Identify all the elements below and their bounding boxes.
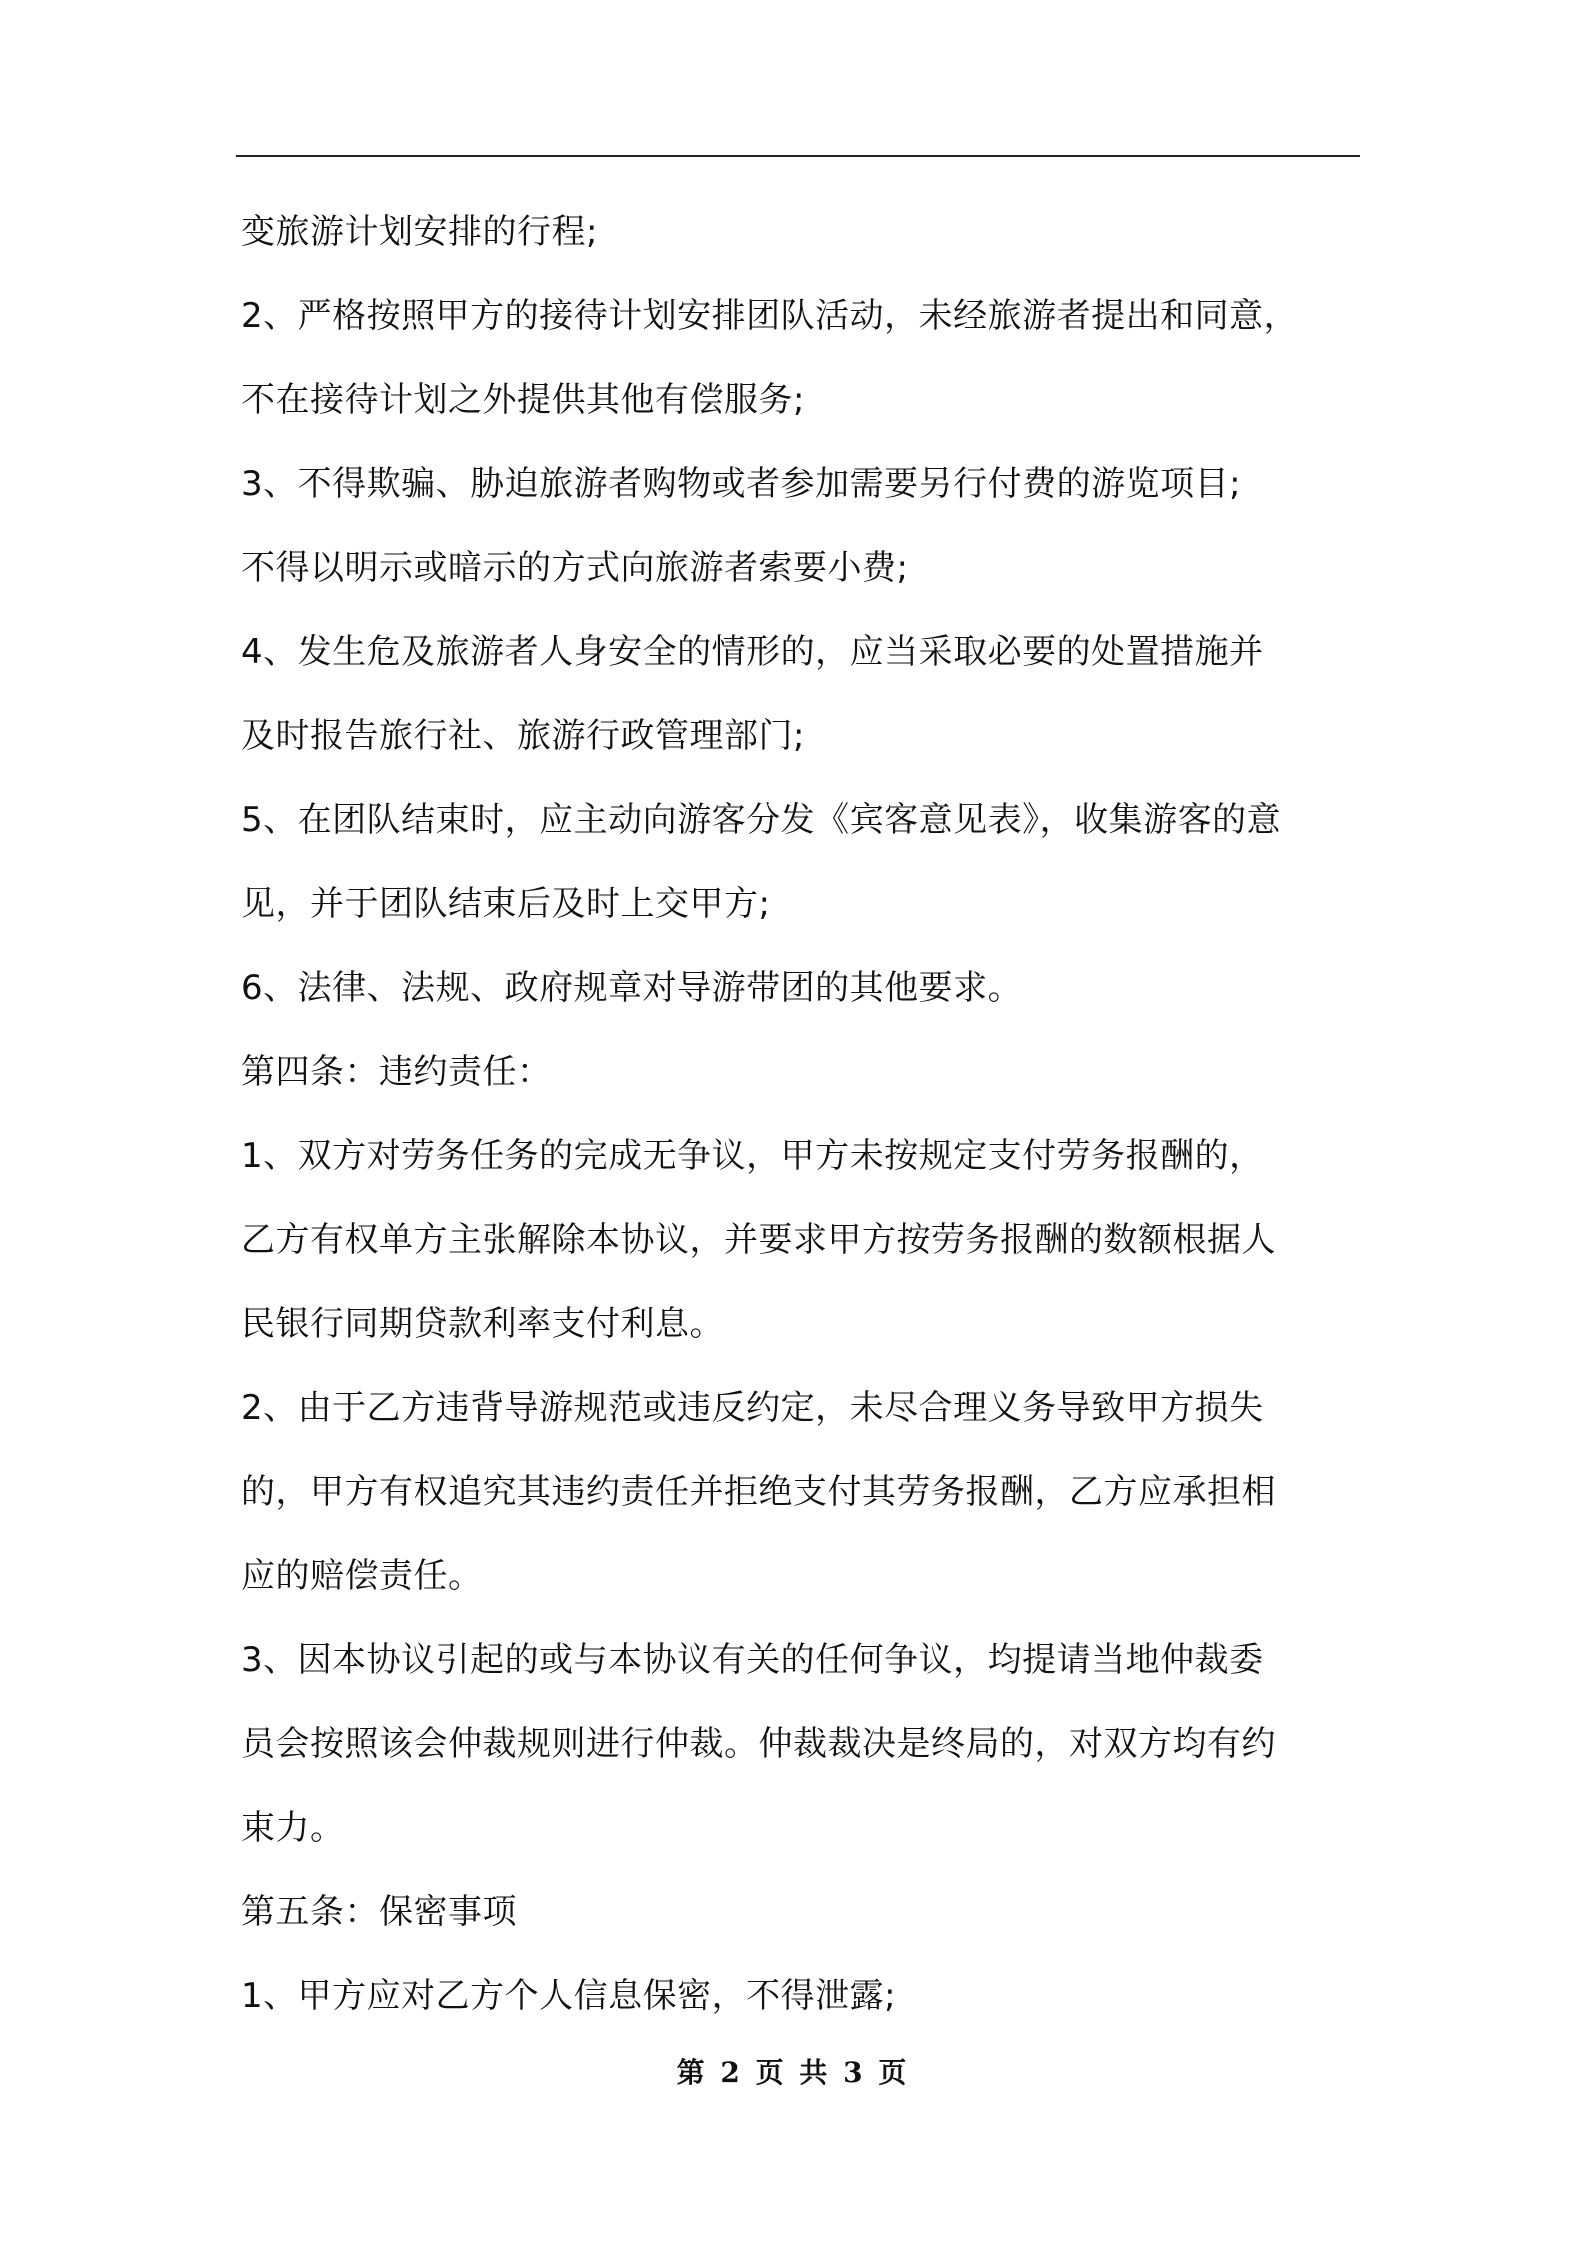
text-line: 6、法律、法规、政府规章对导游带团的其他要求。 bbox=[241, 968, 1023, 1008]
text-line: 应的赔偿责任。 bbox=[241, 1556, 483, 1596]
section-heading: 第五条：保密事项 bbox=[241, 1892, 517, 1932]
text-line: 1、双方对劳务任务的完成无争议，甲方未按规定支付劳务报酬的， bbox=[241, 1136, 1264, 1176]
text-line: 1、甲方应对乙方个人信息保密，不得泄露; bbox=[241, 1976, 897, 2016]
text-line: 的，甲方有权追究其违约责任并拒绝支付其劳务报酬，乙方应承担相 bbox=[241, 1472, 1276, 1512]
text-line: 员会按照该会仲裁规则进行仲裁。仲裁裁决是终局的，对双方均有约 bbox=[241, 1724, 1276, 1764]
section-heading: 第四条：违约责任： bbox=[241, 1052, 552, 1092]
text-line: 乙方有权单方主张解除本协议，并要求甲方按劳务报酬的数额根据人 bbox=[241, 1220, 1276, 1260]
text-line: 2、严格按照甲方的接待计划安排团队活动，未经旅游者提出和同意， bbox=[241, 296, 1299, 336]
text-line: 5、在团队结束时，应主动向游客分发《宾客意见表》，收集游客的意 bbox=[241, 800, 1282, 840]
text-line: 不得以明示或暗示的方式向旅游者索要小费; bbox=[241, 548, 909, 588]
text-line: 3、不得欺骗、胁迫旅游者购物或者参加需要另行付费的游览项目; bbox=[241, 464, 1242, 504]
document-body bbox=[241, 190, 1381, 2038]
text-line: 3、因本协议引起的或与本协议有关的任何争议，均提请当地仲裁委 bbox=[241, 1640, 1264, 1680]
header-divider bbox=[236, 155, 1360, 157]
text-line: 民银行同期贷款利率支付利息。 bbox=[241, 1304, 724, 1344]
text-line: 见，并于团队结束后及时上交甲方; bbox=[241, 884, 771, 924]
text-line: 束力。 bbox=[241, 1808, 345, 1848]
text-line: 2、由于乙方违背导游规范或违反约定，未尽合理义务导致甲方损失 bbox=[241, 1388, 1264, 1428]
text-line: 不在接待计划之外提供其他有偿服务; bbox=[241, 380, 805, 420]
text-line: 4、发生危及旅游者人身安全的情形的，应当采取必要的处置措施并 bbox=[241, 632, 1264, 672]
text-line: 变旅游计划安排的行程; bbox=[241, 212, 598, 252]
text-line: 及时报告旅行社、旅游行政管理部门; bbox=[241, 716, 805, 756]
page-number: 第 2 页 共 3 页 bbox=[676, 2056, 910, 2089]
